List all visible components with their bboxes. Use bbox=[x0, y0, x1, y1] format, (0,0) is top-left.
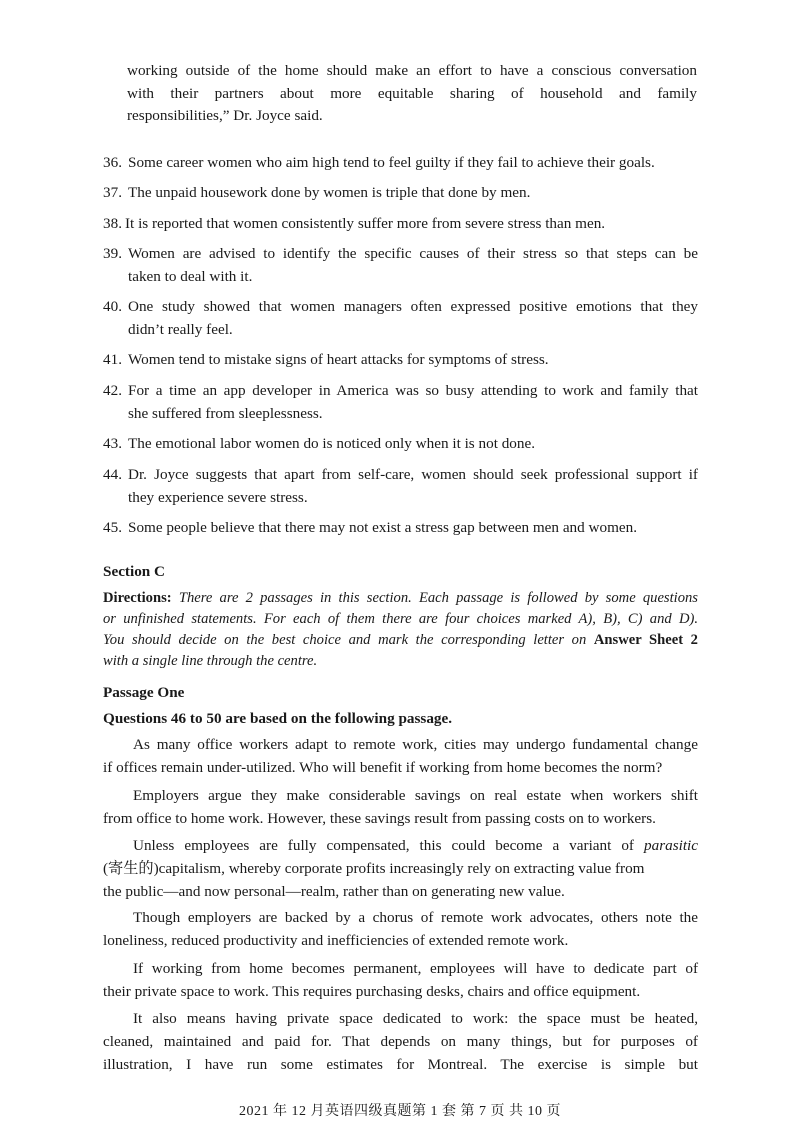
passage-paragraph bbox=[103, 957, 698, 1003]
statement-text: Some career women who aim high tend to feel guilty if they fail to achieve their goals. bbox=[128, 154, 655, 171]
statement-number: 39. bbox=[103, 245, 122, 262]
passage-paragraph bbox=[103, 733, 698, 779]
statement-text: Some people believe that there may not exist a stress gap between men and women. bbox=[128, 519, 638, 536]
statement-number: 44. bbox=[103, 466, 122, 483]
statement-number: 38. bbox=[103, 215, 122, 232]
statement-text: It is reported that women consistently suffer more from severe stress than men. bbox=[125, 215, 606, 232]
intro-quote bbox=[127, 60, 697, 128]
statement-text: Dr. Joyce suggests that apart from self-care, women should seek professional support if bbox=[128, 466, 698, 483]
paragraph-line: As many office workers adapt to remote work, cities may undergo fundamental change bbox=[133, 736, 698, 753]
page-footer: 2021 年 12 月英语四级真题第 1 套 第 7 页 共 10 页 bbox=[239, 1104, 561, 1119]
statement-text: Women are advised to identify the specific causes of their stress so that steps can be bbox=[128, 245, 698, 262]
intro-line: working outside of the home should make an effort to have a conscious conversation bbox=[127, 62, 697, 79]
paragraph-line: if offices remain under-utilized. Who will benefit if working from home becomes the norm? bbox=[103, 759, 663, 776]
paragraph-line: Though employers are backed by a chorus of remote work advocates, others note the bbox=[133, 909, 698, 926]
questions-heading: Questions 46 to 50 are based on the following passage. bbox=[103, 710, 453, 727]
paragraph-line: Unless employees are fully compensated, this could become a variant of bbox=[133, 837, 634, 854]
statement-number: 45. bbox=[103, 519, 122, 536]
statement-number: 36. bbox=[103, 154, 122, 171]
statement-number: 37. bbox=[103, 184, 122, 201]
passage-paragraph bbox=[103, 784, 698, 830]
paragraph-line: illustration, I have run some estimates for Montreal. The exercise is simple but bbox=[103, 1056, 698, 1073]
paragraph-line: Employers argue they make considerable savings on real estate when workers shift bbox=[133, 787, 698, 804]
statement-text: For a time an app developer in America was so busy attending to work and family that bbox=[128, 382, 698, 399]
statement-number: 43. bbox=[103, 435, 122, 452]
intro-line: with their partners about more equitable sharing of household and family bbox=[127, 84, 697, 102]
directions-text: with a single line through the centre. bbox=[103, 653, 318, 669]
paragraph-line: from office to home work. However, these savings result from passing costs on to workers. bbox=[103, 810, 656, 827]
intro-line: responsibilities,” Dr. Joyce said. bbox=[127, 107, 323, 124]
statement-text: she suffered from sleeplessness. bbox=[128, 404, 323, 422]
directions-text: You should decide on the best choice and mark the corresponding letter on bbox=[103, 632, 587, 648]
italic-term: parasitic bbox=[644, 837, 699, 854]
paragraph-line: their private space to work. This requires purchasing desks, chairs and office equipment. bbox=[103, 983, 641, 1000]
statement-text: The unpaid housework done by women is triple that done by men. bbox=[128, 184, 531, 201]
passage-paragraph bbox=[103, 906, 698, 952]
directions-label: Directions: bbox=[103, 590, 172, 606]
directions-text: There are 2 passages in this section. Each passage is followed by some questions bbox=[178, 590, 698, 606]
statement-text: The emotional labor women do is noticed only when it is not done. bbox=[128, 435, 536, 452]
passage-paragraph bbox=[103, 1007, 698, 1076]
paragraph-line: loneliness, reduced productivity and inefficiencies of extended remote work. bbox=[103, 932, 569, 949]
statement-number: 41. bbox=[103, 351, 122, 368]
statement-text: taken to deal with it. bbox=[128, 267, 253, 285]
paragraph-line: If working from home becomes permanent, employees will have to dedicate part of bbox=[133, 960, 698, 977]
statement-number: 40. bbox=[103, 298, 122, 315]
paragraph-line: the public—and now personal—realm, rather than on generating new value. bbox=[103, 883, 565, 900]
passage-paragraph bbox=[103, 834, 698, 903]
directions-text: or unfinished statements. For each of them there are four choices marked A), B), C) and D). bbox=[103, 611, 698, 627]
statement-text: Women tend to mistake signs of heart attacks for symptoms of stress. bbox=[128, 351, 549, 368]
section-title: Section C bbox=[103, 563, 166, 580]
statement-text: they experience severe stress. bbox=[128, 488, 308, 506]
passage-title: Passage One bbox=[103, 684, 185, 701]
statement-number: 42. bbox=[103, 382, 122, 399]
statement-text: didn’t really feel. bbox=[128, 320, 233, 338]
answer-sheet-label: Answer Sheet 2 bbox=[593, 632, 698, 648]
statement-text: One study showed that women managers often expressed positive emotions that they bbox=[128, 298, 698, 315]
paragraph-line: (寄生的)capitalism, whereby corporate profits increasingly rely on extracting value from bbox=[103, 860, 645, 877]
section-directions bbox=[103, 588, 698, 672]
paragraph-line: It also means having private space dedicated to work: the space must be heated, bbox=[133, 1010, 698, 1027]
paragraph-line: cleaned, maintained and paid for. That depends on many things, but for purposes of bbox=[103, 1033, 698, 1050]
